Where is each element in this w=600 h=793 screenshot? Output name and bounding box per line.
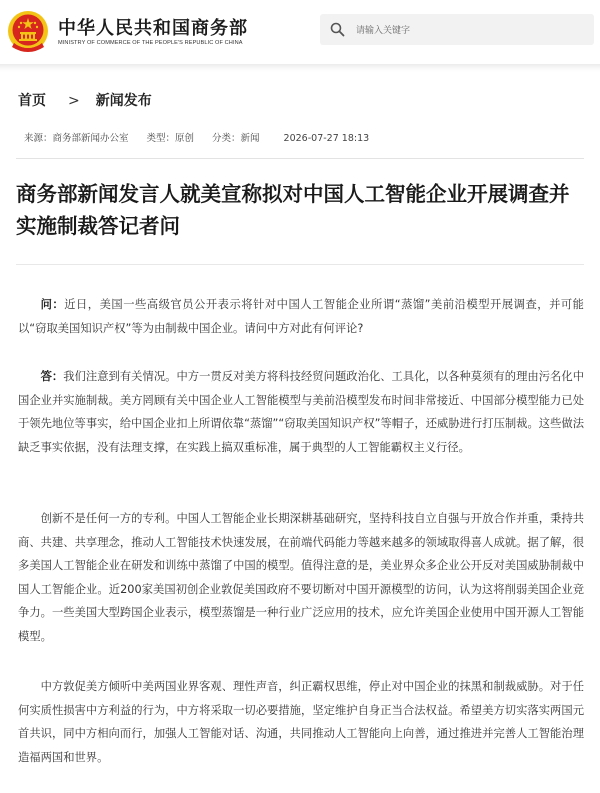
national-emblem-icon[interactable] (6, 9, 50, 55)
breadcrumb (18, 90, 152, 110)
question-paragraph (18, 293, 584, 340)
org-name-english: MINISTRY OF COMMERCE OF THE PEOPLE'S REPUBLIC OF CHINA (58, 40, 243, 46)
title-divider (16, 264, 584, 265)
site-header (0, 0, 600, 64)
body-paragraph-innovation: 创新不是任何一方的专利。中国人工智能企业长期深耕基础研究，坚持科技自立自强与开放合作并重，秉持共商、共建、共享理念，推动人工智能技术快速发展，在前端代码能力等越来越多的领域取得喜人成就。据了解，很多美国人工智能企业在研发和训练中蒸馏了中国的模型。值得注意的是，美业界众多企业公开反对美国威胁制裁中国人工智能企业。近200家美国初创企业敦促美国政府不要切断对中国开源模型的访问，认为这将削弱美国企业竞争力。一些美国大型跨国企业表示，模型蒸馏是一种行业广泛应用的技术，应允许美国企业使用中国开源人工智能模型。 (18, 512, 584, 643)
meta-date: 2026-07-27 18:13 (283, 133, 370, 144)
meta-type: 类型：原创 (146, 133, 195, 144)
answer-label: 答： (40, 370, 64, 383)
meta-source: 来源：商务部新闻办公室 (24, 133, 129, 144)
meta-divider (16, 158, 584, 159)
answer-text: 我们注意到有关情况。中方一贯反对美方将科技经贸问题政治化、工具化，以各种莫须有的理由污名化中国企业并实施制裁。美方罔顾有关中国企业人工智能模型与美前沿模型发布时间非常接近、中国部分模型能力已处于领先地位等事实，给中国企业扣上所谓依靠“蒸馏”“窃取美国知识产权”等帽子，还威胁进行打压制裁。这些做法缺乏事实依据，没有法理支撑，在实践上搞双重标准，属于典型的人工智能霸权主义行径。 (18, 370, 584, 454)
answer-paragraph (18, 365, 584, 459)
question-label: 问： (40, 298, 65, 311)
org-name[interactable]: 中华人民共和国商务部 (58, 18, 248, 39)
breadcrumb-current-link[interactable]: 新闻发布 (95, 93, 152, 109)
search-box (320, 14, 594, 45)
meta-category: 分类：新闻 (212, 133, 260, 144)
article-meta (24, 130, 387, 144)
article-title: 商务部新闻发言人就美宣称拟对中国人工智能企业开展调查并实施制裁答记者问 (16, 182, 570, 238)
search-icon[interactable] (330, 22, 345, 37)
breadcrumb-separator: > (68, 93, 80, 109)
search-input[interactable] (354, 18, 588, 43)
header-divider (0, 64, 600, 72)
body-paragraph-urge: 中方敦促美方倾听中美两国业界客观、理性声音，纠正霸权思维，停止对中国企业的抹黑和制裁威胁。对于任何实质性损害中方利益的行为，中方将采取一切必要措施，坚定维护自身正当合法权益。希望美方切实落实两国元首共识，同中方相向而行，加强人工智能对话、沟通，共同推动人工智能向上向善，通过推进并完善人工智能治理造福两国和世界。 (18, 680, 584, 764)
question-text: 近日，美国一些高级官员公开表示将针对中国人工智能企业所谓“蒸馏”美前沿模型开展调查，并可能以“窃取美国知识产权”等为由制裁中国企业。请问中方对此有何评论? (18, 298, 584, 335)
breadcrumb-home-link[interactable]: 首页 (18, 93, 46, 109)
